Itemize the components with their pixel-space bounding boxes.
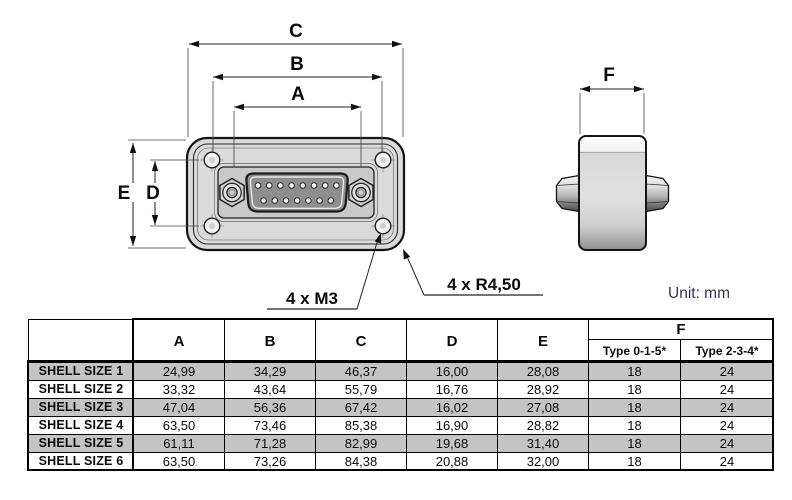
cell-b: 73,46 — [225, 417, 316, 435]
cell-f2: 24 — [681, 417, 774, 435]
dsub-connector — [246, 174, 347, 212]
row-label: SHELL SIZE 5 — [29, 435, 134, 453]
cell-a: 24,99 — [134, 363, 225, 381]
cell-c: 84,38 — [316, 453, 407, 471]
col-header-e: E — [498, 320, 589, 363]
dim-label-f: F — [603, 65, 615, 86]
col-subheader-f-type015: Type 0-1-5* — [589, 340, 681, 363]
cell-f2: 24 — [681, 435, 774, 453]
cell-b: 73,26 — [225, 453, 316, 471]
dim-label-a: A — [291, 84, 305, 105]
row-label: SHELL SIZE 1 — [29, 363, 134, 381]
cell-d: 16,02 — [407, 399, 498, 417]
cell-e: 28,92 — [498, 381, 589, 399]
table-row-shell-size-6 — [29, 453, 774, 471]
row-label: SHELL SIZE 2 — [29, 381, 134, 399]
table-row-shell-size-2 — [29, 381, 774, 399]
cell-f2: 24 — [681, 363, 774, 381]
table-row-shell-size-5 — [29, 435, 774, 453]
cell-f2: 24 — [681, 381, 774, 399]
cell-f1: 18 — [589, 453, 681, 471]
dim-label-d: D — [146, 183, 160, 204]
cell-e: 28,82 — [498, 417, 589, 435]
row-label: SHELL SIZE 3 — [29, 399, 134, 417]
row-label: SHELL SIZE 6 — [29, 453, 134, 471]
cell-d: 20,88 — [407, 453, 498, 471]
side-nut-left — [557, 176, 580, 212]
cell-a: 63,50 — [134, 417, 225, 435]
cell-d: 19,68 — [407, 435, 498, 453]
cell-d: 16,00 — [407, 363, 498, 381]
col-header-c: C — [316, 320, 407, 363]
cell-f1: 18 — [589, 381, 681, 399]
cell-b: 56,36 — [225, 399, 316, 417]
col-header-f: F — [589, 320, 774, 340]
side-nut-right — [646, 176, 669, 212]
cell-a: 33,32 — [134, 381, 225, 399]
table-corner-spacer — [29, 320, 134, 363]
table-header-row — [29, 320, 774, 340]
cell-b: 43,64 — [225, 381, 316, 399]
cell-f1: 18 — [589, 399, 681, 417]
callout-radius-label: 4 x R4,50 — [447, 275, 521, 294]
cell-f2: 24 — [681, 399, 774, 417]
cell-e: 28,08 — [498, 363, 589, 381]
dimension-table — [28, 319, 774, 471]
dim-label-c: C — [289, 21, 303, 42]
cell-c: 85,38 — [316, 417, 407, 435]
side-body — [579, 136, 646, 250]
cell-f1: 18 — [589, 435, 681, 453]
cell-c: 67,42 — [316, 399, 407, 417]
cell-c: 55,79 — [316, 381, 407, 399]
cell-f2: 24 — [681, 453, 774, 471]
side-view — [557, 65, 669, 250]
cell-d: 16,76 — [407, 381, 498, 399]
cell-c: 82,99 — [316, 435, 407, 453]
jack-screw-left — [220, 179, 244, 207]
col-header-d: D — [407, 320, 498, 363]
cell-a: 47,04 — [134, 399, 225, 417]
jack-screw-right — [349, 179, 373, 207]
table-row-shell-size-1 — [29, 363, 774, 381]
callout-m3-label: 4 x M3 — [286, 289, 338, 308]
cell-e: 32,00 — [498, 453, 589, 471]
cell-e: 31,40 — [498, 435, 589, 453]
cell-b: 34,29 — [225, 363, 316, 381]
col-header-a: A — [134, 320, 225, 363]
callout-radius — [403, 249, 543, 295]
cell-a: 63,50 — [134, 453, 225, 471]
cell-d: 16,90 — [407, 417, 498, 435]
col-subheader-f-type234: Type 2-3-4* — [681, 340, 774, 363]
cell-e: 27,08 — [498, 399, 589, 417]
cell-b: 71,28 — [225, 435, 316, 453]
dim-label-b: B — [290, 54, 304, 75]
table-row-shell-size-4 — [29, 417, 774, 435]
table-row-shell-size-3 — [29, 399, 774, 417]
cell-c: 46,37 — [316, 363, 407, 381]
col-header-b: B — [225, 320, 316, 363]
cell-a: 61,11 — [134, 435, 225, 453]
dim-label-e: E — [117, 183, 131, 204]
cell-f1: 18 — [589, 417, 681, 435]
front-view — [114, 21, 543, 309]
unit-label: Unit: mm — [668, 285, 730, 302]
row-label: SHELL SIZE 4 — [29, 417, 134, 435]
cell-f1: 18 — [589, 363, 681, 381]
